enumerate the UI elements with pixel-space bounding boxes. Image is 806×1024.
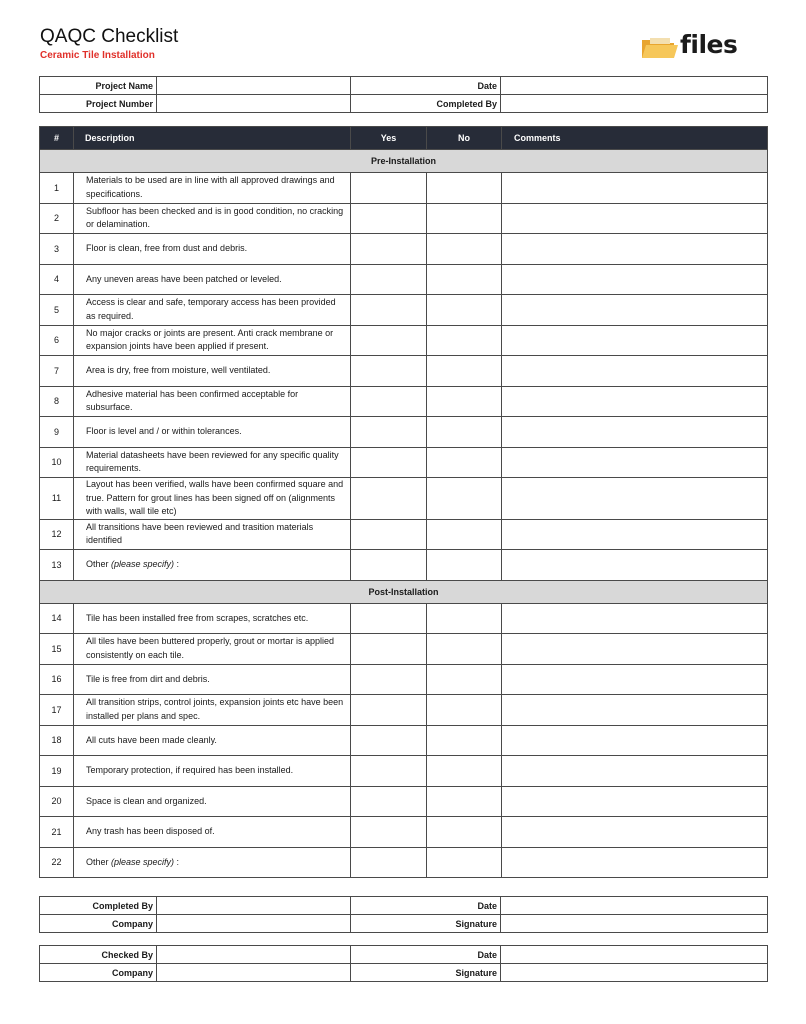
yes-checkbox-cell[interactable] <box>351 664 427 695</box>
no-checkbox-cell[interactable] <box>427 725 502 756</box>
comments-cell[interactable] <box>502 695 768 726</box>
item-description-text: Area is dry, free from moisture, well ventilated. <box>86 365 271 375</box>
item-description-text: Layout has been verified, walls have been confirmed square and true. Pattern for grout lines has been signed off on (alignments with walls, wall tile etc) <box>86 479 344 516</box>
yes-checkbox-cell[interactable] <box>351 550 427 581</box>
no-checkbox-cell[interactable] <box>427 234 502 265</box>
comments-cell[interactable] <box>502 386 768 417</box>
yes-checkbox-cell[interactable] <box>351 203 427 234</box>
item-number: 18 <box>40 725 74 756</box>
comments-cell[interactable] <box>502 519 768 550</box>
item-description <box>74 603 351 634</box>
item-description-emphasis: (please specify) <box>111 559 175 569</box>
no-checkbox-cell[interactable] <box>427 356 502 387</box>
item-number: 2 <box>40 203 74 234</box>
item-description <box>74 634 351 665</box>
item-number: 22 <box>40 847 74 878</box>
comments-cell[interactable] <box>502 173 768 204</box>
checked-signature-field[interactable] <box>501 964 768 982</box>
checked-company-field[interactable] <box>157 964 351 982</box>
comments-cell[interactable] <box>502 725 768 756</box>
section-title: Post-Installation <box>40 580 768 603</box>
checked-date-field[interactable] <box>501 946 768 964</box>
checked-by-label: Checked By <box>40 946 157 964</box>
section-row <box>40 580 768 603</box>
checklist-row <box>40 478 768 520</box>
checklist-row <box>40 725 768 756</box>
item-number: 16 <box>40 664 74 695</box>
item-description-text: All tiles have been buttered properly, grout or mortar is applied consistently on each tile. <box>86 636 334 660</box>
no-checkbox-cell[interactable] <box>427 847 502 878</box>
checklist-row <box>40 847 768 878</box>
date-field[interactable] <box>501 77 768 95</box>
brand-logo <box>640 32 750 64</box>
checklist-row <box>40 664 768 695</box>
item-description-text: Subfloor has been checked and is in good condition, no cracking or delamination. <box>86 205 344 230</box>
checked-signature-label: Signature <box>351 964 501 982</box>
checklist-row <box>40 386 768 417</box>
item-number: 6 <box>40 325 74 356</box>
checklist-row <box>40 203 768 234</box>
signoff-company-label: Company <box>40 915 157 933</box>
item-description <box>74 203 351 234</box>
no-checkbox-cell[interactable] <box>427 634 502 665</box>
signoff-completed-by-label: Completed By <box>40 897 157 915</box>
no-checkbox-cell[interactable] <box>427 786 502 817</box>
item-number: 19 <box>40 756 74 787</box>
comments-cell[interactable] <box>502 264 768 295</box>
yes-checkbox-cell[interactable] <box>351 603 427 634</box>
item-description-emphasis: (please specify) <box>111 856 175 867</box>
comments-cell[interactable] <box>502 634 768 665</box>
yes-checkbox-cell[interactable] <box>351 356 427 387</box>
signoff-signature-field[interactable] <box>501 915 768 933</box>
no-checkbox-cell[interactable] <box>427 664 502 695</box>
yes-checkbox-cell[interactable] <box>351 786 427 817</box>
item-description <box>74 417 351 448</box>
comments-cell[interactable] <box>502 847 768 878</box>
no-checkbox-cell[interactable] <box>427 550 502 581</box>
comments-cell[interactable] <box>502 603 768 634</box>
signoff-date-field[interactable] <box>501 897 768 915</box>
item-description <box>74 386 351 417</box>
yes-checkbox-cell[interactable] <box>351 478 427 520</box>
item-description <box>74 817 351 848</box>
no-checkbox-cell[interactable] <box>427 695 502 726</box>
no-checkbox-cell[interactable] <box>427 173 502 204</box>
item-number: 15 <box>40 634 74 665</box>
no-checkbox-cell[interactable] <box>427 203 502 234</box>
item-description <box>74 786 351 817</box>
item-description-text: Temporary protection, if required has been installed. <box>86 765 294 775</box>
checked-by-field[interactable] <box>157 946 351 964</box>
item-description-text: Other <box>86 856 112 867</box>
comments-cell[interactable] <box>502 417 768 448</box>
signoff-date-label: Date <box>351 897 501 915</box>
item-description-text: Materials to be used are in line with all approved drawings and specifications. <box>86 175 335 199</box>
section-row <box>40 150 768 173</box>
completed-by-signoff-table <box>39 896 768 933</box>
project-name-field[interactable] <box>157 77 351 95</box>
project-number-label: Project Number <box>40 95 157 113</box>
item-description-suffix: : <box>174 856 180 867</box>
item-description-text: All cuts have been made cleanly. <box>86 734 217 745</box>
item-description-suffix: : <box>174 559 180 569</box>
item-description-text: Floor is level and / or within tolerances. <box>86 426 242 436</box>
checklist-row <box>40 264 768 295</box>
page-title: QAQC Checklist <box>40 26 179 47</box>
yes-checkbox-cell[interactable] <box>351 756 427 787</box>
item-description-text: No major cracks or joints are present. Anti crack membrane or expansion joints have been applied if present. <box>86 327 334 352</box>
comments-cell[interactable] <box>502 295 768 326</box>
column-header-yes: Yes <box>351 127 427 150</box>
completed-by-field[interactable] <box>501 95 768 113</box>
item-description <box>74 325 351 356</box>
section-title: Pre-Installation <box>40 150 768 173</box>
project-name-label: Project Name <box>40 77 157 95</box>
checklist-row <box>40 634 768 665</box>
checklist-row <box>40 417 768 448</box>
item-description <box>74 447 351 478</box>
yes-checkbox-cell[interactable] <box>351 264 427 295</box>
column-header-num: # <box>40 127 74 150</box>
checklist-table <box>39 126 768 878</box>
checked-company-label: Company <box>40 964 157 982</box>
item-description <box>74 264 351 295</box>
item-number: 8 <box>40 386 74 417</box>
checklist-row <box>40 786 768 817</box>
date-label: Date <box>351 77 501 95</box>
item-description-text: Material datasheets have been reviewed for any specific quality requirements. <box>86 449 339 474</box>
yes-checkbox-cell[interactable] <box>351 234 427 265</box>
checklist-row <box>40 756 768 787</box>
item-number: 21 <box>40 817 74 848</box>
yes-checkbox-cell[interactable] <box>351 519 427 550</box>
item-number: 20 <box>40 786 74 817</box>
item-description <box>74 234 351 265</box>
item-description <box>74 356 351 387</box>
checklist-row <box>40 550 768 581</box>
item-description <box>74 519 351 550</box>
item-description-text: Access is clear and safe, temporary access has been provided as required. <box>86 297 336 321</box>
item-description <box>74 756 351 787</box>
yes-checkbox-cell[interactable] <box>351 634 427 665</box>
no-checkbox-cell[interactable] <box>427 756 502 787</box>
no-checkbox-cell[interactable] <box>427 603 502 634</box>
comments-cell[interactable] <box>502 817 768 848</box>
no-checkbox-cell[interactable] <box>427 264 502 295</box>
no-checkbox-cell[interactable] <box>427 295 502 326</box>
comments-cell[interactable] <box>502 478 768 520</box>
yes-checkbox-cell[interactable] <box>351 417 427 448</box>
item-description-text: Adhesive material has been confirmed acceptable for subsurface. <box>86 388 299 413</box>
column-header-comments: Comments <box>502 127 768 150</box>
item-description <box>74 695 351 726</box>
column-header-description: Description <box>74 127 351 150</box>
item-number: 17 <box>40 695 74 726</box>
item-description <box>74 847 351 878</box>
item-number: 3 <box>40 234 74 265</box>
yes-checkbox-cell[interactable] <box>351 386 427 417</box>
no-checkbox-cell[interactable] <box>427 447 502 478</box>
item-description <box>74 550 351 581</box>
item-number: 7 <box>40 356 74 387</box>
comments-cell[interactable] <box>502 756 768 787</box>
yes-checkbox-cell[interactable] <box>351 325 427 356</box>
item-description <box>74 664 351 695</box>
checked-date-label: Date <box>351 946 501 964</box>
no-checkbox-cell[interactable] <box>427 519 502 550</box>
item-number: 14 <box>40 603 74 634</box>
checklist-row <box>40 234 768 265</box>
checklist-header-row <box>40 127 768 150</box>
checklist-row <box>40 356 768 387</box>
comments-cell[interactable] <box>502 325 768 356</box>
signoff-completed-by-field[interactable] <box>157 897 351 915</box>
yes-checkbox-cell[interactable] <box>351 695 427 726</box>
checklist-row <box>40 817 768 848</box>
checklist-row <box>40 603 768 634</box>
item-number: 12 <box>40 519 74 550</box>
item-description-text: Tile is free from dirt and debris. <box>86 673 210 684</box>
item-description-text: Any trash has been disposed of. <box>86 826 215 836</box>
item-number: 11 <box>40 478 74 520</box>
project-number-field[interactable] <box>157 95 351 113</box>
item-description-text: All transition strips, control joints, expansion joints etc have been installed per plans and spec. <box>86 697 344 721</box>
item-description-text: Tile has been installed free from scrapes, scratches etc. <box>86 612 309 623</box>
comments-cell[interactable] <box>502 356 768 387</box>
item-description-text: Floor is clean, free from dust and debris. <box>86 243 248 253</box>
checklist-row <box>40 695 768 726</box>
yes-checkbox-cell[interactable] <box>351 295 427 326</box>
comments-cell[interactable] <box>502 447 768 478</box>
checked-by-signoff-table <box>39 945 768 982</box>
no-checkbox-cell[interactable] <box>427 325 502 356</box>
yes-checkbox-cell[interactable] <box>351 725 427 756</box>
item-description <box>74 295 351 326</box>
item-description <box>74 173 351 204</box>
yes-checkbox-cell[interactable] <box>351 817 427 848</box>
signoff-signature-label: Signature <box>351 915 501 933</box>
signoff-company-field[interactable] <box>157 915 351 933</box>
checklist-row <box>40 519 768 550</box>
checklist-row <box>40 173 768 204</box>
completed-by-label: Completed By <box>351 95 501 113</box>
page-subtitle: Ceramic Tile Installation <box>40 50 155 61</box>
checklist-row <box>40 295 768 326</box>
column-header-no: No <box>427 127 502 150</box>
folder-logo-icon <box>640 36 680 60</box>
yes-checkbox-cell[interactable] <box>351 173 427 204</box>
item-number: 4 <box>40 264 74 295</box>
item-description <box>74 478 351 520</box>
logo-text: files <box>680 30 738 59</box>
item-description-text: Space is clean and organized. <box>86 795 207 806</box>
yes-checkbox-cell[interactable] <box>351 447 427 478</box>
comments-cell[interactable] <box>502 550 768 581</box>
yes-checkbox-cell[interactable] <box>351 847 427 878</box>
item-description-text: All transitions have been reviewed and trasition materials identified <box>86 521 314 546</box>
comments-cell[interactable] <box>502 234 768 265</box>
comments-cell[interactable] <box>502 203 768 234</box>
item-description-text: Any uneven areas have been patched or leveled. <box>86 273 282 284</box>
comments-cell[interactable] <box>502 786 768 817</box>
item-number: 9 <box>40 417 74 448</box>
no-checkbox-cell[interactable] <box>427 417 502 448</box>
no-checkbox-cell[interactable] <box>427 386 502 417</box>
item-number: 5 <box>40 295 74 326</box>
item-number: 1 <box>40 173 74 204</box>
item-description <box>74 725 351 756</box>
comments-cell[interactable] <box>502 664 768 695</box>
item-description-text: Other <box>86 559 112 569</box>
project-info-table <box>39 76 768 113</box>
item-number: 13 <box>40 550 74 581</box>
no-checkbox-cell[interactable] <box>427 817 502 848</box>
checklist-row <box>40 447 768 478</box>
no-checkbox-cell[interactable] <box>427 478 502 520</box>
checklist-row <box>40 325 768 356</box>
item-number: 10 <box>40 447 74 478</box>
